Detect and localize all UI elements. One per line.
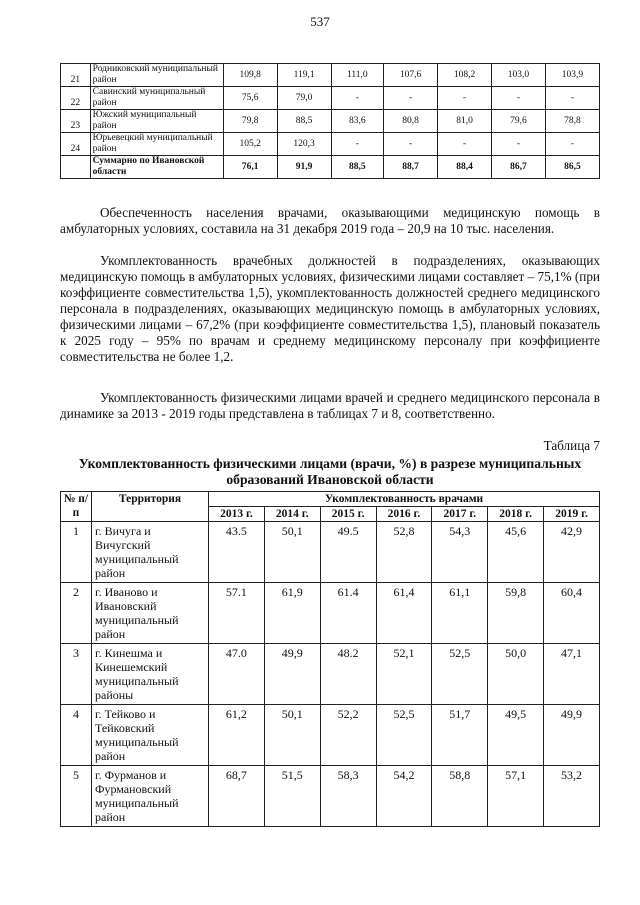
table-row (61, 644, 600, 705)
paragraph-text: Укомплектованность врачебных должностей в подразделениях, оказывающих медицинскую помощь в амбулаторных условиях, физическими лицами составляет – 75,1% (при коэффициенте совместительства 1,5), укомплектованность должностей среднего медицинского персонала в подразделениях, оказывающих медицинскую помощь в амбулаторных условиях, физическими лицами – 67,2% (при коэффициенте совместительства 1,5), плановый показатель к 2025 году – 95% по врачам и среднему медицинскому персоналу при коэффициенте совместительства не более 1,2. (60, 253, 600, 364)
row-value: - (491, 133, 545, 156)
table-row (61, 110, 600, 133)
summary-value: 88,7 (384, 156, 438, 179)
row-value: 105,2 (223, 133, 277, 156)
row-value: 43.5 (209, 522, 265, 583)
row-value: - (331, 87, 384, 110)
row-value: 83,6 (331, 110, 384, 133)
table-row (61, 133, 600, 156)
row-number: 21 (61, 64, 91, 87)
row-value: - (331, 133, 384, 156)
row-value: 48.2 (320, 644, 376, 705)
row-value: 111,0 (331, 64, 384, 87)
row-value: 109,8 (223, 64, 277, 87)
summary-row (61, 156, 600, 179)
row-value: 79,0 (277, 87, 331, 110)
table-row (61, 64, 600, 87)
row-value: 53,2 (544, 766, 600, 827)
row-value: 50,1 (264, 522, 320, 583)
row-value: - (545, 87, 599, 110)
row-value: 81,0 (438, 110, 492, 133)
row-value: 49,9 (264, 644, 320, 705)
row-number: 23 (61, 110, 91, 133)
row-value: 51,5 (264, 766, 320, 827)
row-number: 3 (61, 644, 92, 705)
summary-value: 86,5 (545, 156, 599, 179)
row-territory: г. Тейково и Тейковский муниципальный район (92, 705, 209, 766)
row-value: 58,3 (320, 766, 376, 827)
row-value: 61.4 (320, 583, 376, 644)
row-value: - (438, 133, 492, 156)
row-value: 80,8 (384, 110, 438, 133)
row-value: 58,8 (432, 766, 488, 827)
header-num: № п/п (61, 492, 92, 522)
row-territory: г. Иваново и Ивановский муниципальный район (92, 583, 209, 644)
paragraph-text: Укомплектованность физическими лицами врачей и среднего медицинского персонала в динамике за 2013 - 2019 годы представлена в таблицах 7 и 8, соответственно. (60, 390, 600, 421)
row-value: - (491, 87, 545, 110)
row-value: 119,1 (277, 64, 331, 87)
row-value: 52,5 (376, 705, 432, 766)
row-value: 54,3 (432, 522, 488, 583)
header-year: 2018 г. (488, 507, 544, 522)
row-value: 50,1 (264, 705, 320, 766)
row-number: 24 (61, 133, 91, 156)
row-value: 47.0 (209, 644, 265, 705)
paragraph-physicians-supply (60, 205, 600, 237)
header-year: 2014 г. (264, 507, 320, 522)
row-number (61, 156, 91, 179)
row-value: 61,9 (264, 583, 320, 644)
row-value: 51,7 (432, 705, 488, 766)
row-value: 78,8 (545, 110, 599, 133)
row-value: 52,2 (320, 705, 376, 766)
row-value: 42,9 (544, 522, 600, 583)
row-number: 2 (61, 583, 92, 644)
paragraph-dynamics (60, 390, 600, 422)
row-value: 57,1 (488, 766, 544, 827)
row-number: 1 (61, 522, 92, 583)
summary-territory: Суммарно по Ивановской области (90, 156, 223, 179)
staffing-table (60, 491, 600, 827)
row-value: 57.1 (209, 583, 265, 644)
row-value: 103,0 (491, 64, 545, 87)
table-row (61, 766, 600, 827)
row-value: - (384, 87, 438, 110)
row-territory: Юрьевецкий муниципальный район (90, 133, 223, 156)
row-territory: Родниковский муниципальный район (90, 64, 223, 87)
summary-value: 76,1 (223, 156, 277, 179)
row-value: 52,8 (376, 522, 432, 583)
row-value: 79,8 (223, 110, 277, 133)
row-value: 49.5 (320, 522, 376, 583)
row-value: 61,4 (376, 583, 432, 644)
row-value: 49,5 (488, 705, 544, 766)
row-value: 103,9 (545, 64, 599, 87)
table-row (61, 522, 600, 583)
row-value: 107,6 (384, 64, 438, 87)
row-value: 79,6 (491, 110, 545, 133)
row-value: 47,1 (544, 644, 600, 705)
row-value: - (545, 133, 599, 156)
row-value: 45,6 (488, 522, 544, 583)
row-territory: г. Фурманов и Фурмановский муниципальный район (92, 766, 209, 827)
continued-table (60, 63, 600, 179)
table-header-row (61, 492, 600, 507)
header-group: Укомплектованность врачами (209, 492, 600, 507)
table-row (61, 87, 600, 110)
row-value: 52,1 (376, 644, 432, 705)
row-number: 4 (61, 705, 92, 766)
row-territory: г. Вичуга и Вичугский муниципальный район (92, 522, 209, 583)
summary-value: 91,9 (277, 156, 331, 179)
row-value: 59,8 (488, 583, 544, 644)
row-value: - (438, 87, 492, 110)
row-value: 60,4 (544, 583, 600, 644)
row-value: 108,2 (438, 64, 492, 87)
row-number: 5 (61, 766, 92, 827)
table-caption: Таблица 7 (543, 438, 600, 453)
header-year: 2013 г. (209, 507, 265, 522)
row-number: 22 (61, 87, 91, 110)
row-value: 75,6 (223, 87, 277, 110)
header-year: 2019 г. (544, 507, 600, 522)
summary-value: 86,7 (491, 156, 545, 179)
header-year: 2017 г. (432, 507, 488, 522)
row-value: 54,2 (376, 766, 432, 827)
table-row (61, 583, 600, 644)
header-year: 2016 г. (376, 507, 432, 522)
row-value: 88,5 (277, 110, 331, 133)
row-value: 50,0 (488, 644, 544, 705)
page-number: 537 (310, 14, 330, 29)
header-year: 2015 г. (320, 507, 376, 522)
row-value: 120,3 (277, 133, 331, 156)
table-row (61, 705, 600, 766)
paragraph-staffing (60, 253, 600, 365)
paragraph-text: Обеспеченность населения врачами, оказывающими медицинскую помощь в амбулаторных условиях, составила на 31 декабря 2019 года – 20,9 на 10 тыс. населения. (60, 205, 600, 236)
row-territory: Южский муниципальный район (90, 110, 223, 133)
row-territory: Савинский муниципальный район (90, 87, 223, 110)
row-value: 68,7 (209, 766, 265, 827)
table-title: Укомплектованность физическими лицами (врачи, %) в разрезе муниципальных образований Ивановской области (78, 456, 582, 487)
row-territory: г. Кинешма и Кинешемский муниципальный районы (92, 644, 209, 705)
row-value: 52,5 (432, 644, 488, 705)
header-territory: Территория (92, 492, 209, 522)
row-value: 49,9 (544, 705, 600, 766)
row-value: - (384, 133, 438, 156)
summary-value: 88,4 (438, 156, 492, 179)
summary-value: 88,5 (331, 156, 384, 179)
row-value: 61,1 (432, 583, 488, 644)
row-value: 61,2 (209, 705, 265, 766)
